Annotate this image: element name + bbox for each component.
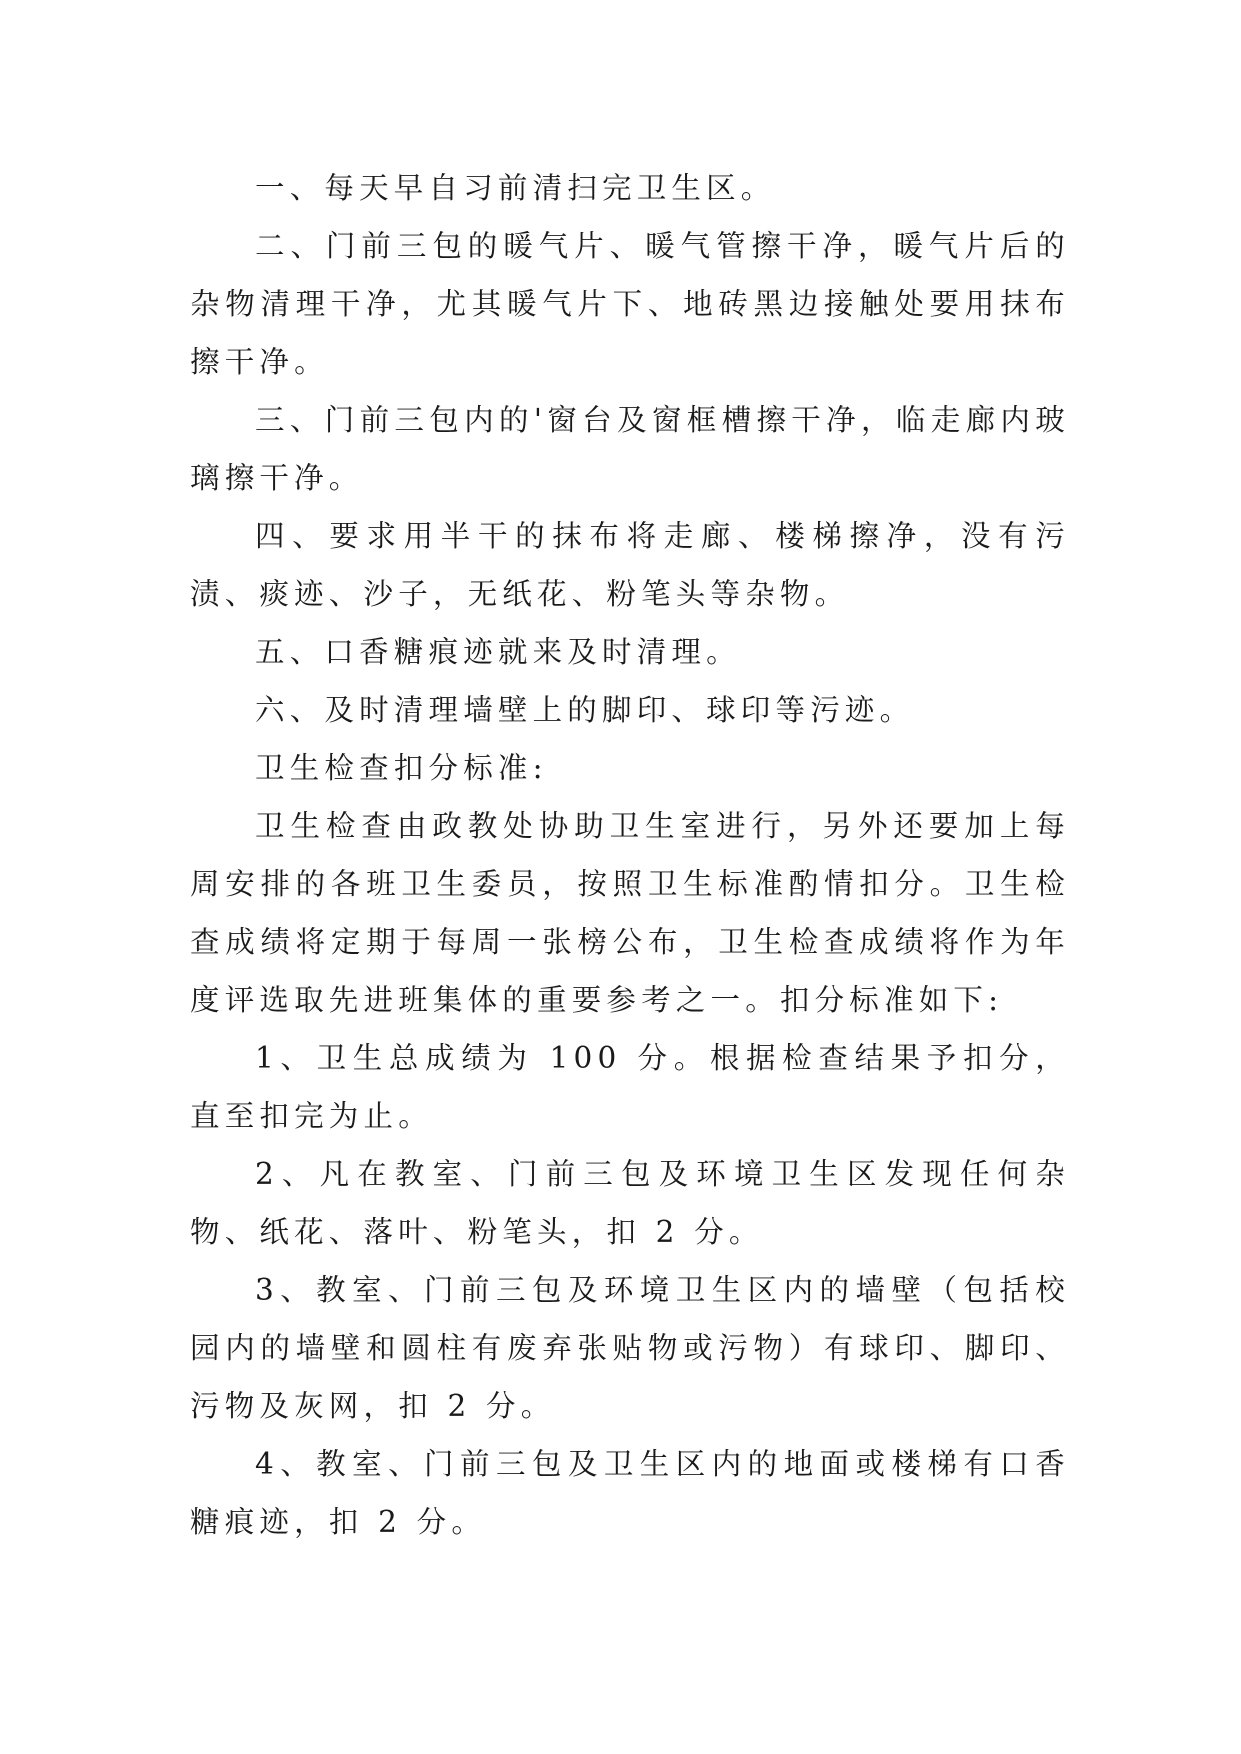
paragraph-5: 五、口香糖痕迹就来及时清理。: [255, 635, 741, 669]
paragraph-11: 3、教室、门前三包及环境卫生区内的墙壁（包括校园内的墙壁和圆柱有废弃张贴物或污物）有球印、脚印、污物及灰网，扣 2 分。: [190, 1273, 1070, 1423]
paragraph-1: 一、每天早自习前清扫完卫生区。: [255, 171, 776, 205]
paragraph-9: 1、卫生总成绩为 100 分。根据检查结果予扣分，直至扣完为止。: [190, 1041, 1070, 1133]
paragraph-2: 二、门前三包的暖气片、暖气管擦干净，暖气片后的杂物清理干净，尤其暖气片下、地砖黑边接触处要用抹布擦干净。: [190, 229, 1070, 379]
paragraph-3: 三、门前三包内的'窗台及窗框槽擦干净，临走廊内玻璃擦干净。: [190, 403, 1070, 495]
paragraph-8: 卫生检查由政教处协助卫生室进行，另外还要加上每周安排的各班卫生委员，按照卫生标准酌情扣分。卫生检查成绩将定期于每周一张榜公布，卫生检查成绩将作为年度评选取先进班集体的重要参考之一。扣分标准如下:: [190, 809, 1070, 1017]
paragraph-10: 2、凡在教室、门前三包及环境卫生区发现任何杂物、纸花、落叶、粉笔头，扣 2 分。: [190, 1157, 1070, 1249]
paragraph-4: 四、要求用半干的抹布将走廊、楼梯擦净，没有污渍、痰迹、沙子，无纸花、粉笔头等杂物。: [190, 519, 1070, 611]
paragraph-6: 六、及时清理墙壁上的脚印、球印等污迹。: [255, 693, 915, 727]
document-body: [190, 159, 1070, 1551]
paragraph-12: 4、教室、门前三包及卫生区内的地面或楼梯有口香糖痕迹，扣 2 分。: [190, 1447, 1070, 1539]
section-heading: 卫生检查扣分标准:: [255, 751, 548, 785]
